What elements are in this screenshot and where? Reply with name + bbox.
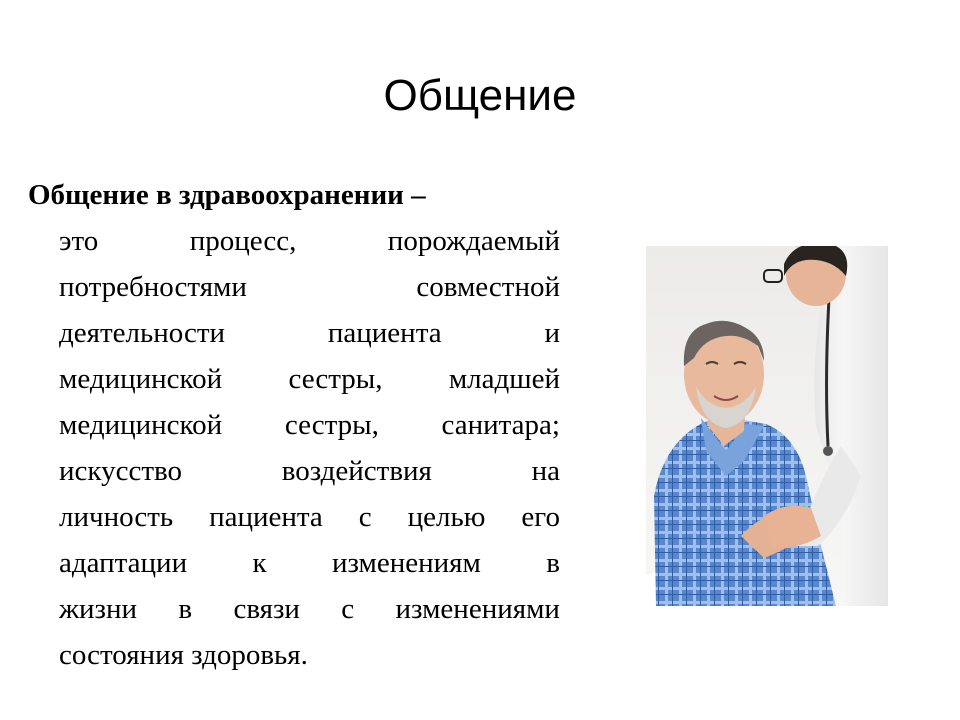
definition-word: адаптации — [59, 547, 188, 579]
definition-word: на — [531, 455, 560, 487]
definition-word: медицинской — [59, 363, 223, 395]
definition-word: санитара; — [441, 409, 560, 441]
definition-line — [59, 356, 560, 402]
definition-word: состояния — [59, 639, 184, 671]
definition-line — [59, 632, 560, 678]
definition-word: потребностями — [59, 271, 247, 303]
definition-line — [59, 586, 560, 632]
definition-word: медицинской — [59, 409, 223, 441]
definition-word: жизни — [59, 593, 138, 625]
definition-word: здоровья. — [191, 639, 308, 671]
definition-word: процесс, — [189, 225, 297, 257]
definition-line — [59, 310, 560, 356]
definition-word: изменениями — [395, 593, 560, 625]
doctor-patient-photo — [646, 246, 888, 606]
definition-word: и — [544, 317, 560, 349]
definition-word: деятельности — [59, 317, 226, 349]
definition-word: сестры, — [284, 409, 379, 441]
definition-word: личность — [59, 501, 174, 533]
definition-line — [59, 540, 560, 586]
definition-word: к — [252, 547, 267, 579]
definition-term: Общение в здравоохранении – — [28, 179, 426, 211]
definition-line — [59, 494, 560, 540]
slide-title: Общение — [383, 71, 577, 120]
definition-body — [59, 218, 560, 678]
definition-line — [59, 264, 560, 310]
definition-word: с — [358, 501, 372, 533]
definition-line — [59, 448, 560, 494]
definition-word: в — [178, 593, 193, 625]
definition-word: в — [546, 547, 560, 579]
definition-word: искусство — [59, 455, 182, 487]
definition-word: порождаемый — [387, 225, 560, 257]
definition-word: пациента — [209, 501, 323, 533]
definition-word: младшей — [448, 363, 560, 395]
definition-word: изменениям — [331, 547, 481, 579]
definition-word: сестры, — [288, 363, 383, 395]
definition-word: связи — [233, 593, 300, 625]
definition-word: его — [521, 501, 560, 533]
definition-word: с — [341, 593, 355, 625]
definition-word: это — [59, 225, 99, 257]
definition-word: пациента — [327, 317, 442, 349]
definition-word: воздействия — [281, 455, 432, 487]
definition-word: совместной — [416, 271, 560, 303]
definition-line — [59, 402, 560, 448]
definition-text — [28, 172, 560, 678]
definition-line — [59, 218, 560, 264]
definition-word: целью — [407, 501, 486, 533]
